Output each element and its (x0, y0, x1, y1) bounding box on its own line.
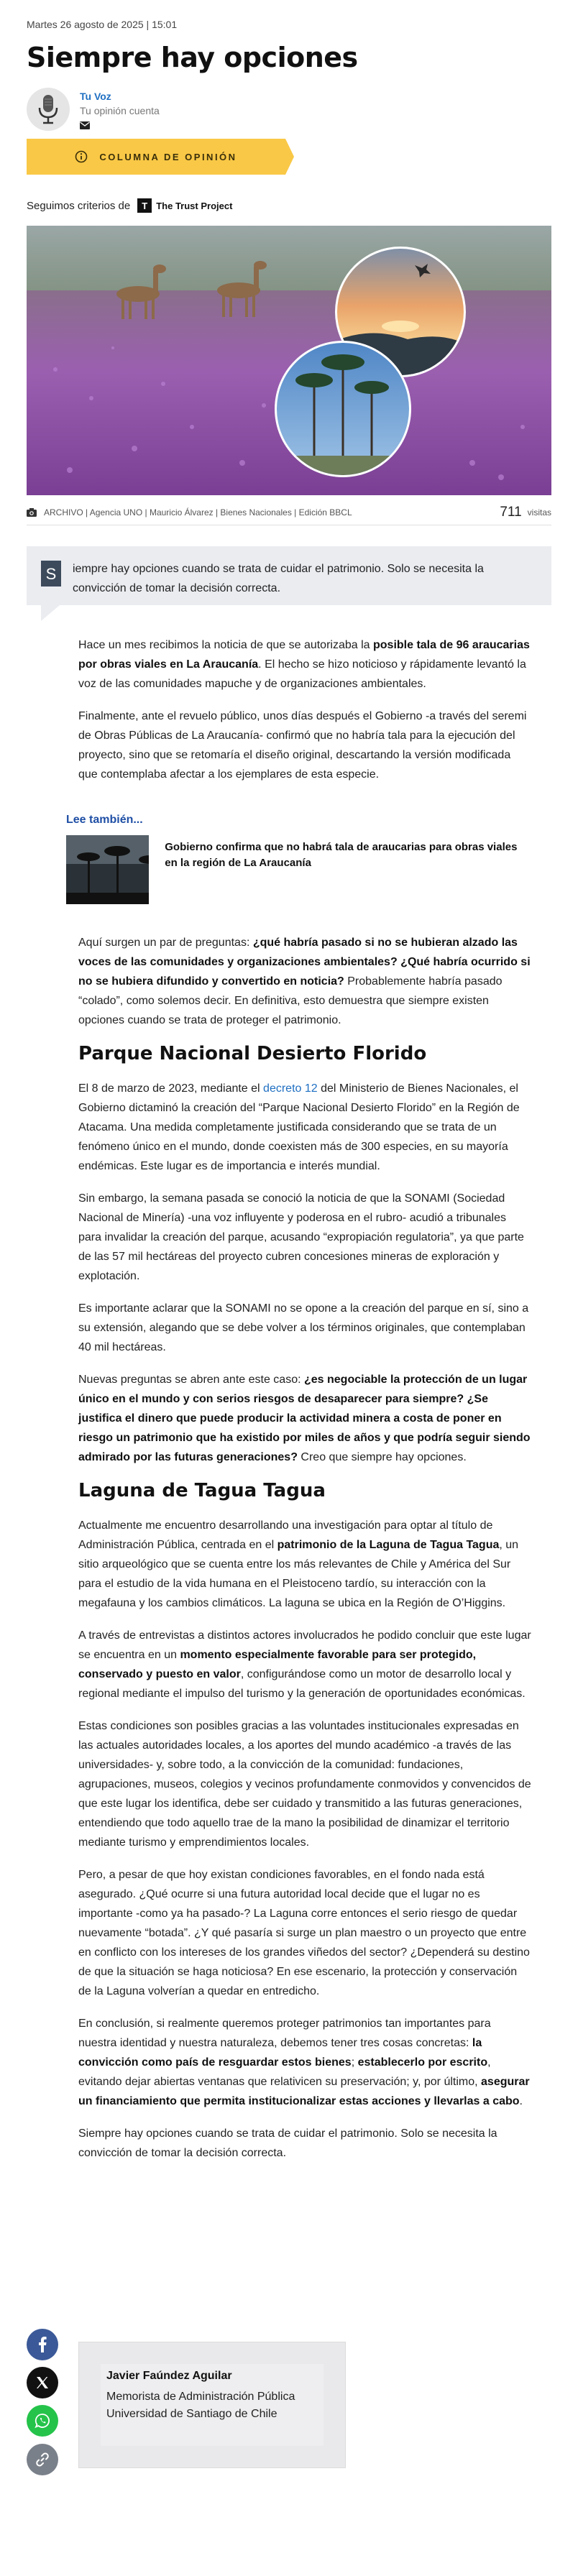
camera-icon (27, 508, 37, 517)
x-twitter-icon (36, 2376, 49, 2389)
bold-run: establecerlo por escrito (357, 2056, 488, 2069)
bold-run: asegurar un financiamiento que permita institucionalizar estas acciones y llevarlas a cabo (78, 2076, 530, 2107)
section-heading: Laguna de Tagua Tagua (78, 1480, 326, 1501)
share-facebook-button[interactable] (27, 2329, 58, 2360)
paragraph: Siempre hay opciones cuando se trata de cuidar el patrimonio. Solo se necesita la convicción de tomar la decisión correcta. (78, 2128, 497, 2159)
author-block (27, 88, 160, 133)
page-title: Siempre hay opciones (27, 42, 358, 73)
text-run: En conclusión, si realmente queremos proteger patrimonios tan importantes para nuestra identidad y nuestra naturaleza, debemos tener tres cosas concretas: (78, 2018, 491, 2049)
photo-credit-text: ARCHIVO | Agencia UNO | Mauricio Álvarez | Bienes Nacionales | Edición BBCL (44, 507, 352, 518)
paragraph: Sin embargo, la semana pasada se conoció la noticia de que la SONAMI (Sociedad Nacional de Minería) -una voz influyente y poderosa en el rubro- acudió a tribunales para invalidar la creación del parque, acusando “expropiación regulatoria”, ya que parte de las 57 mil hectáreas del proyecto cubren concesiones mineras de exploración y explotación. (78, 1192, 524, 1282)
hero-image (27, 226, 551, 495)
paragraph (78, 1370, 531, 1467)
info-circle-icon (75, 150, 88, 163)
bold-run: posible tala de 96 araucarias por obras viales en La Araucanía (78, 639, 530, 671)
publish-date: Martes 26 agosto de 2025 | 15:01 (27, 19, 178, 30)
signature-name: Javier Faúndez Aguilar (106, 2370, 232, 2382)
paragraph (78, 635, 531, 694)
text-run: A través de entrevistas a distintos actores involucrados he podido concluir que este lugar se encuentra en un (78, 1629, 531, 1661)
paragraph (78, 933, 531, 1030)
text-run: , evitando dejar abiertas ventanas que relativicen su preservación; y, por último, (78, 2056, 491, 2088)
araucaria-thumbnail-image (66, 835, 149, 904)
text-run: , configurándose como un motor de desarrollo local y regional mediante el impulso del turismo y la generación de oportunidades económicas. (78, 1668, 526, 1700)
text-run: El 8 de marzo de 2023, mediante el (78, 1082, 264, 1095)
signature-role: Memorista de Administración Pública (106, 2391, 295, 2403)
signature-institution: Universidad de Santiago de Chile (106, 2408, 277, 2420)
share-copy-link-button[interactable] (27, 2444, 58, 2475)
paragraph (78, 1626, 531, 1703)
paragraph: Finalmente, ante el revuelo público, unos días después el Gobierno -a través del seremi de Obras Públicas de La Araucanía- confirmó que no habría tala para la ejecución del proyecto, sino que se retomaría el diseño original, descartando la versión modificada que contemplaba afectar a los ejemplares de esta especie. (78, 710, 527, 781)
paragraph: Es importante aclarar que la SONAMI no se opone a la creación del parque en sí, sino a su extensión, alegando que se debe volver a los términos originales, que contemplaban 40 mil hectáreas. (78, 1302, 529, 1353)
bold-run: la convicción como país de resguardar estos bienes (78, 2037, 482, 2069)
text-run: Actualmente me encuentro desarrollando una investigación para optar al título de Administración Pública, centrada en el (78, 1519, 493, 1551)
author-signature-box (78, 2342, 346, 2468)
article-summary (27, 546, 551, 605)
visits-count: 711 (500, 505, 522, 520)
text-run: Aquí surgen un par de preguntas: (78, 937, 253, 949)
facebook-icon (38, 2337, 47, 2352)
bold-run: patrimonio de la Laguna de Tagua Tagua (277, 1539, 500, 1551)
paragraph: Pero, a pesar de que hoy existan condiciones favorables, en el fondo nada está asegurado. ¿Qué ocurre si una futura autoridad local decide que el lugar no es importante -como ya ha pasado-? La Laguna corre entonces el serio riesgo de quedar nuevamente “botada”. ¿Y qué pasaría si surge un plan maestro o un proyecto que entre en conflicto con los intereses de los grandes viñedos del sector? ¿Dependerá su destino de que la situación se haga noticiosa? En ese escenario, la protección y conservación de la Laguna volverían a quedar en entredicho. (78, 1869, 530, 1997)
text-run: Probablemente habría pasado “colado”, como solemos decir. En definitiva, esto demuestra que siempre existen opciones cuando se trata de proteger el patrimonio. (78, 975, 503, 1026)
text-run: . El hecho se hizo noticioso y rápidamente levantó la voz de las comunidades mapuche y de organizaciones ambientales. (78, 658, 526, 690)
bold-run: ¿es negociable la protección de un lugar único en el mundo y con serios riesgos de desaparecer para siempre? ¿Se justifica el dinero que puede producir la actividad minera a costa de poner en riesgo un patrimonio que ha existido por miles de años y que podría seguir siendo admirado por las futuras generaciones? (78, 1374, 531, 1463)
see-also-card[interactable] (66, 835, 526, 904)
decree-link[interactable]: decreto 12 (263, 1082, 318, 1095)
microphone-icon (36, 93, 60, 125)
article-body-main (78, 933, 531, 2176)
bold-run: ¿qué habría pasado si no se hubieran alzado las voces de las comunidades y organizaciones ambientales? ¿Qué habría ocurrido si no se hubiera difundido y convertido en noticia? (78, 937, 531, 988)
text-run: , un sitio arqueológico que se cuenta entre los más relevantes de Chile y América del Sur para el estudio de la vida humana en el Pleistoceno tardío, su interacción con la megafauna y los cambios climáticos. La laguna se ubica en la Región de O’Higgins. (78, 1539, 519, 1609)
photo-credit-bar (27, 505, 551, 520)
share-x-button[interactable] (27, 2367, 58, 2398)
share-whatsapp-button[interactable] (27, 2405, 58, 2437)
text-run: del Ministerio de Bienes Nacionales, el Gobierno dictaminó la creación del “Parque Nacional Desierto Florido” en la Región de Atacama. Una medida completamente justificada considerando que se trata de un fenómeno único en el mundo, donde coexisten más de 300 especies, en su mayoría endémicas. Este lugar es de importancia e interés mundial. (78, 1082, 520, 1172)
text-run: . (519, 2095, 523, 2107)
paragraph: Estas condiciones son posibles gracias a las voluntades institucionales expresadas en las actuales autoridades locales, a los aportes del mundo académico -a través de las universidades- y, sobre todo, a la convicción de la comunidad: fundaciones, agrupaciones, museos, colegios y vecinos profundamente conmovidos y convencidos de que este lugar los identifica, debe ser cuidado y transmitido a las futuras generaciones, entendiendo que todo aquello trae de la mano la posibilidad de dinamizar el territorio mediante turismo y emprendimientos locales. (78, 1720, 531, 1849)
dropcap: S (41, 561, 61, 586)
text-run: Nuevas preguntas se abren ante este caso: (78, 1374, 304, 1386)
link-icon (35, 2452, 50, 2467)
paragraph (78, 1079, 531, 1176)
trust-project-text: The Trust Project (156, 200, 233, 211)
author-email-link[interactable] (80, 120, 160, 133)
opinion-column-badge (27, 139, 285, 175)
hero-photo-collage (27, 226, 551, 495)
text-run: ; (351, 2056, 358, 2069)
text-run: Creo que siempre hay opciones. (297, 1451, 467, 1463)
trust-project-logo-icon: T (137, 198, 152, 213)
trust-project-link[interactable] (137, 198, 232, 213)
text-run: Hace un mes recibimos la noticia de que se autorizaba la (78, 639, 373, 651)
visits-label: visitas (527, 507, 551, 518)
author-info (80, 88, 160, 133)
bold-run: momento especialmente favorable para ser protegido, conservado y puesto en valor (78, 1649, 477, 1680)
section-heading: Parque Nacional Desierto Florido (78, 1043, 427, 1064)
see-also-title: Lee también... (66, 814, 143, 826)
see-also-thumbnail[interactable] (66, 835, 149, 904)
see-also-block (66, 814, 526, 904)
author-subtitle: Tu opinión cuenta (80, 105, 160, 116)
author-name[interactable]: Tu Voz (80, 91, 111, 102)
paragraph (78, 1516, 531, 1613)
summary-text: iempre hay opciones cuando se trata de cuidar el patrimonio. Solo se necesita la convicción de tomar la decisión correcta. (73, 563, 484, 594)
envelope-icon (80, 121, 90, 129)
paragraph (78, 2014, 531, 2111)
author-avatar[interactable] (27, 88, 70, 131)
criteria-label: Seguimos criterios de (27, 199, 131, 212)
opinion-badge-label: COLUMNA DE OPINIÓN (99, 151, 237, 162)
article-body-top (78, 635, 531, 797)
see-also-headline[interactable]: Gobierno confirma que no habrá tala de araucarias para obras viales en la región de La Araucanía (165, 841, 518, 869)
whatsapp-icon (35, 2413, 50, 2429)
trust-criteria (27, 198, 232, 213)
